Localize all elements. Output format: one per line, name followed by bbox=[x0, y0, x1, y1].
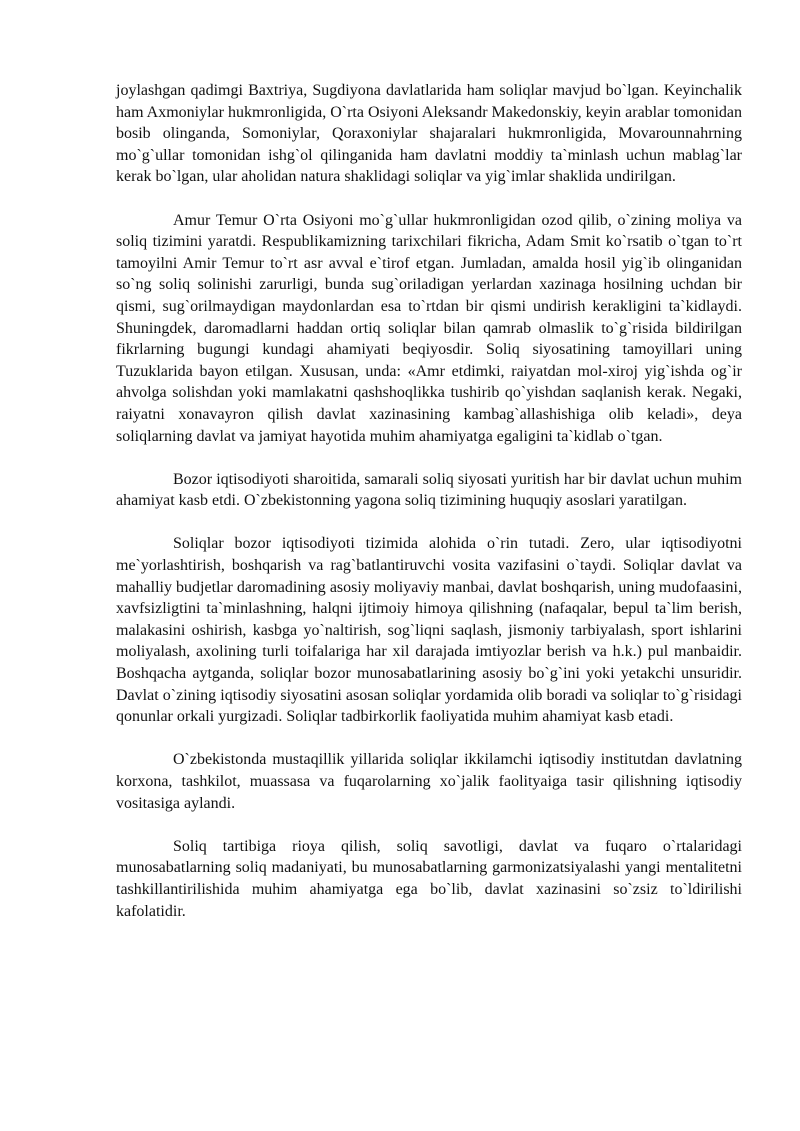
paragraph-ancient-taxes: joylashgan qadimgi Baxtriya, Sugdiyona davlatlarida ham soliqlar mavjud bo`lgan. Keyinchalik ham Axmoniylar hukmronligida, O`rta Osiyoni Aleksandr Makedonskiy, keyin arablar tomonidan bosib olinganda, Somoniylar, Qoraxoniylar shajaralari hukmronligida, Movarounnahrning mo`g`ullar tomonidan ishg`ol qilinganida ham davlatni moddiy ta`minlash uchun mablag`lar kerak bo`lgan, ular aholidan natura shaklidagi soliqlar va yig`imlar shaklida undirilgan. bbox=[116, 82, 742, 186]
paragraph-role-of-taxes: Soliqlar bozor iqtisodiyoti tizimida alohida o`rin tutadi. Zero, ular iqtisodiyotni me`yorlashtirish, boshqarish va rag`batlantiruvchi vosita vazifasini o`taydi. Soliqlar davlat va mahalliy budjetlar daromadining asosiy moliyaviy manbai, davlat boshqarish, uning mudofaasini, xavfsizligtini ta`minlashning, halqni ijtimoiy himoya qilishning (nafaqalar, bepul ta`lim berish, malakasini oshirish, kasbga yo`naltirish, sog`liqni saqlash, jismoniy tarbiyalash, sport ishlarini moliyalash, axolining turli toifalariga har xil darajada imtiyozlar berish va h.k.) pul manbaidir. Boshqacha aytganda, soliqlar bozor munosabatlarining asosiy bo`g`ini yoki yetakchi unsuridir. Davlat o`zining iqtisodiy siyosatini asosan soliqlar yordamida olib boradi va soliqlar to`g`risidagi qonunlar orkali yurgizadi. Soliqlar tadbirkorlik faoliyatida muhim ahamiyat kasb etadi. bbox=[116, 535, 742, 726]
paragraph-market-economy: Bozor iqtisodiyoti sharoitida, samarali soliq siyosati yuritish har bir davlat uchun muhim ahamiyat kasb etdi. O`zbekistonning yagona soliq tizimining huquqiy asoslari yaratilgan. bbox=[116, 470, 742, 510]
paragraph-tax-culture: Soliq tartibiga rioya qilish, soliq savotligi, davlat va fuqaro o`rtalaridagi munosabatlarning soliq madaniyati, bu munosabatlarning garmonizatsiyalashi yangi mentalitetni tashkillantirilishida muhim ahamiyatga ega bo`lib, davlat xazinasini so`zsiz to`ldirilishi kafolatidir. bbox=[116, 837, 742, 920]
paragraph-independence-years: O`zbekistonda mustaqillik yillarida soliqlar ikkilamchi iqtisodiy institutdan davlatning korxona, tashkilot, muassasa va fuqarolarning xo`jalik faolityaiga tasir qilishning iqtisodiy vositasiga aylandi. bbox=[116, 751, 742, 812]
paragraph-amir-temur: Amur Temur O`rta Osiyoni mo`g`ullar hukmronligidan ozod qilib, o`zining moliya va soliq tizimini yaratdi. Respublikamizning tarixchilari fikricha, Adam Smit ko`rsatib o`tgan to`rt tamoyilni Amir Temur to`rt asr avval e`tirof etgan. Jumladan, amalda hosil yig`ib olinganidan so`ng soliq solinishi zarurligi, bunda sug`oriladigan yerlardan xazinaga hosilning uchdan bir qismi, sug`orilmaydigan maydonlardan esa to`rtdan bir qismi undirish kerakligini ta`kidlaydi. Shuningdek, daromadlarni haddan ortiq soliqlar bilan qamrab olmaslik to`g`risida bildirilgan fikrlarning bugungi kundagi ahamiyati beqiyosdir. Soliq siyosatining tamoyillari uning Tuzuklarida bayon etilgan. Xususan, unda: «Amr etdimki, raiyatdan mol-xiroj yig`ishda og`ir ahvolga solishdan yoki mamlakatni qashshoqlikka tushirib qo`yishdan saqlanish kerak. Negaki, raiyatni xonavayron qilish davlat xazinasining kambag`allashishiga olib keladi», deya soliqlarning davlat va jamiyat hayotida muhim ahamiyatga egaligini ta`kidlab o`tgan. bbox=[116, 211, 742, 445]
document-page bbox=[116, 80, 742, 944]
